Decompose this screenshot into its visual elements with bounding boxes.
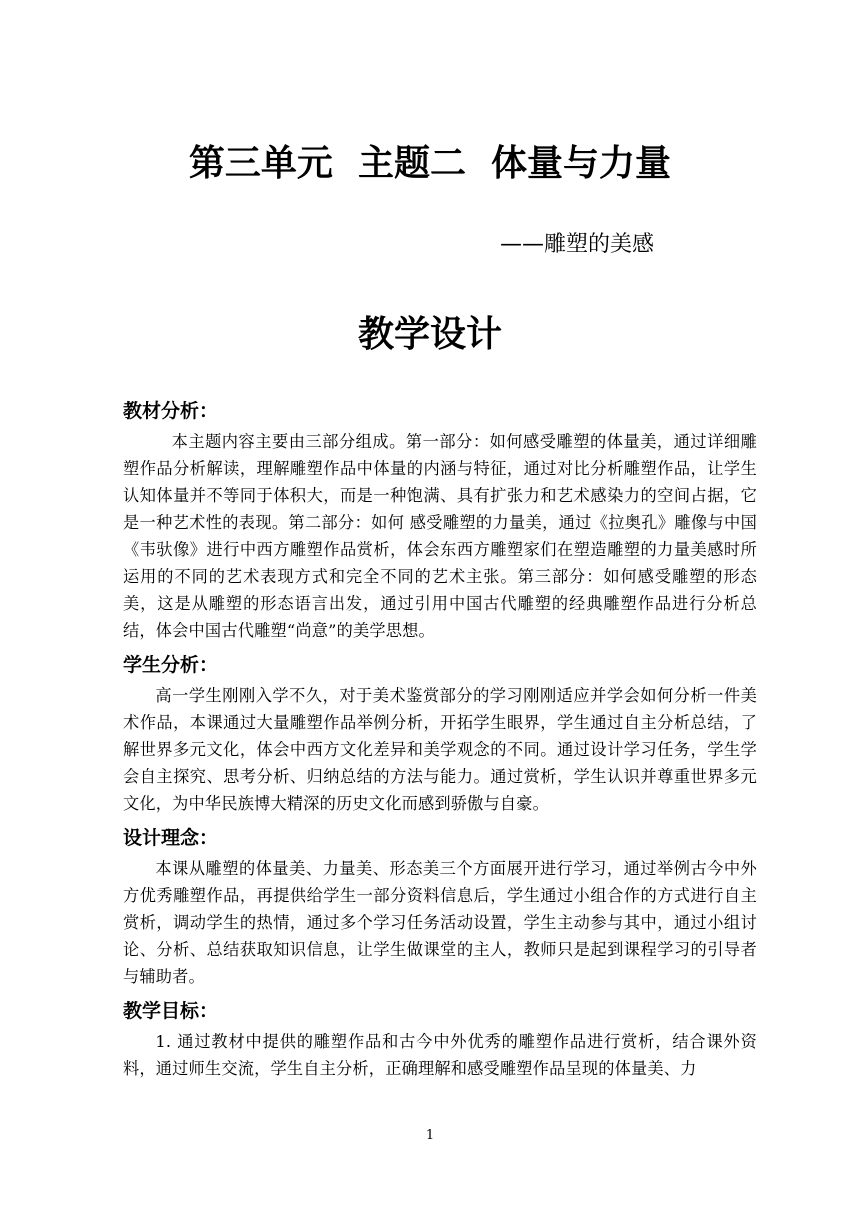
document-title: 第三单元 主题二 体量与力量 bbox=[188, 143, 672, 184]
section-paragraph: 本课从雕塑的体量美、力量美、形态美三个方面展开进行学习，通过举例古今中外方优秀雕塑作品，再提供给学生一部分资料信息后，学生通过小组合作的方式进行自主赏析，调动学生的热情，通过多个学习任务活动设置，学生主动参与其中，通过小组讨论、分析、总结获取知识信息，让学生做课堂的主人，教师只是起到课程学习的引导者与辅助者。 bbox=[123, 859, 757, 986]
section-paragraph: 1. 通过教材中提供的雕塑作品和古今中外优秀的雕塑作品进行赏析，结合课外资料，通过师生交流，学生自主分析，正确理解和感受雕塑作品呈现的体量美、力 bbox=[123, 1032, 757, 1078]
section-heading: 教学目标： bbox=[123, 1000, 219, 1022]
section-student-analysis bbox=[123, 650, 757, 817]
document-type-heading: 教学设计 bbox=[357, 314, 502, 355]
section-heading: 设计理念： bbox=[123, 827, 219, 849]
section-paragraph: 高一学生刚刚入学不久，对于美术鉴赏部分的学习刚刚适应并学会如何分析一件美术作品，本课通过大量雕塑作品举例分析，开拓学生眼界，学生通过自主分析总结，了解世界多元文化，体会中西方文化差异和美学观念的不同。通过设计学习任务，学生学会自主探究、思考分析、归纳总结的方法与能力。通过赏析，学生认识并尊重世界多元文化，为中华民族博大精深的历史文化而感到骄傲与自豪。 bbox=[123, 686, 757, 813]
section-teaching-objectives bbox=[123, 996, 757, 1082]
section-heading: 教材分析： bbox=[123, 400, 219, 422]
section-paragraph: 本主题内容主要由三部分组成。第一部分：如何感受雕塑的体量美，通过详细雕塑作品分析解读，理解雕塑作品中体量的内涵与特征，通过对比分析雕塑作品，让学生认知体量并不等同于体积大，而是一种饱满、具有扩张力和艺术感染力的空间占据，它是一种艺术性的表现。第二部分：如何 感受雕塑的力量美，通过《拉奥孔》雕像与中国《韦驮像》进行中西方雕塑作品赏析，体会东西方雕塑家们在塑造雕塑的力量美感时所运用的不同的艺术表现方式和完全不同的艺术主张。第三部分：如何感受雕塑的形态美，这是从雕塑的形态语言出发，通过引用中国古代雕塑的经典雕塑作品进行分析总结，体会中国古代雕塑“尚意”的美学思想。 bbox=[123, 432, 757, 640]
document-subtitle: ——雕塑的美感 bbox=[500, 232, 655, 257]
document-body bbox=[123, 396, 757, 1088]
section-heading: 学生分析： bbox=[123, 654, 219, 676]
section-textbook-analysis bbox=[123, 396, 757, 644]
section-design-concept bbox=[123, 823, 757, 990]
page-number: 1 bbox=[425, 1128, 435, 1143]
